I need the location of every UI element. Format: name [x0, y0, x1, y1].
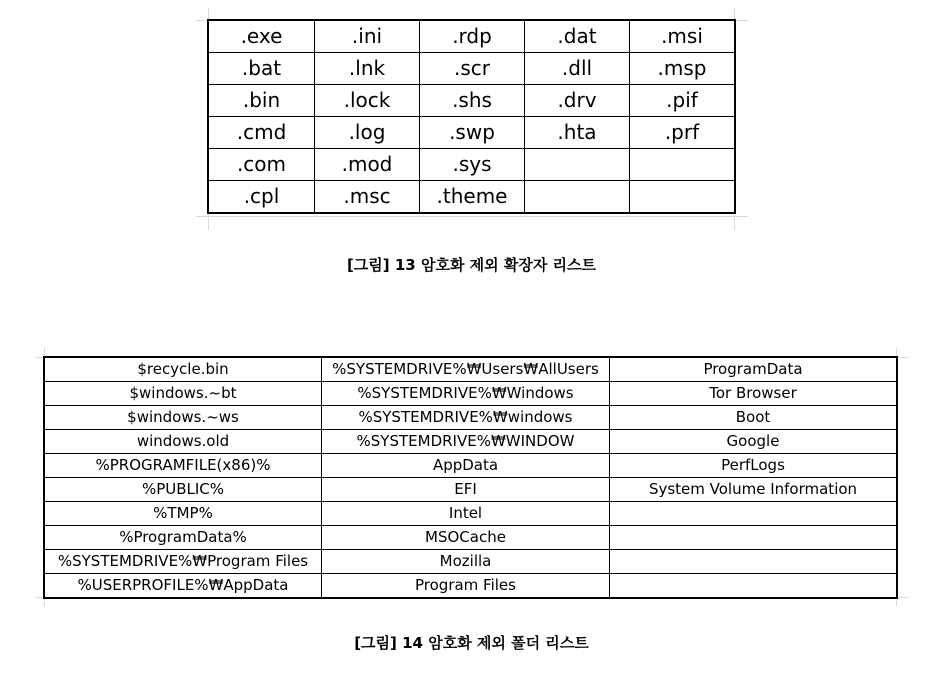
table-row	[45, 406, 897, 430]
folder-cell: Mozilla	[322, 550, 610, 574]
folder-cell: %SYSTEMDRIVE%₩Windows	[322, 382, 610, 406]
extension-cell: .msc	[315, 181, 420, 213]
folder-cell: $windows.~bt	[45, 382, 322, 406]
folder-cell: Intel	[322, 502, 610, 526]
extension-cell: .cpl	[209, 181, 315, 213]
table-row	[45, 550, 897, 574]
table-row	[209, 149, 735, 181]
extension-cell: .dat	[525, 21, 630, 53]
extension-cell	[525, 149, 630, 181]
extension-cell: .swp	[420, 117, 525, 149]
extension-cell: .lnk	[315, 53, 420, 85]
table-row	[45, 574, 897, 598]
folder-cell: %PUBLIC%	[45, 478, 322, 502]
gridline	[196, 216, 748, 217]
folder-cell: windows.old	[45, 430, 322, 454]
folder-cell: Google	[610, 430, 897, 454]
table-row	[209, 117, 735, 149]
folder-cell: Tor Browser	[610, 382, 897, 406]
extension-cell: .drv	[525, 85, 630, 117]
table-row	[209, 21, 735, 53]
table-row	[45, 358, 897, 382]
extension-cell: .scr	[420, 53, 525, 85]
folder-cell	[610, 526, 897, 550]
folder-cell: %TMP%	[45, 502, 322, 526]
extension-cell: .theme	[420, 181, 525, 213]
folder-cell: $windows.~ws	[45, 406, 322, 430]
folder-cell: Boot	[610, 406, 897, 430]
extension-cell: .bat	[209, 53, 315, 85]
table-row	[209, 53, 735, 85]
extension-cell	[525, 181, 630, 213]
folder-cell: MSOCache	[322, 526, 610, 550]
excluded-extension-table	[208, 20, 735, 213]
figure-14-caption: [그림] 14 암호화 제외 폴더 리스트	[354, 634, 589, 652]
extension-cell: .lock	[315, 85, 420, 117]
folder-cell: $recycle.bin	[45, 358, 322, 382]
folder-cell: %SYSTEMDRIVE%₩Program Files	[45, 550, 322, 574]
extension-table-area	[196, 8, 748, 230]
extension-cell: .prf	[630, 117, 735, 149]
folder-cell: System Volume Information	[610, 478, 897, 502]
folder-cell	[610, 574, 897, 598]
figure-13-caption: [그림] 13 암호화 제외 확장자 리스트	[346, 256, 597, 274]
table-row	[45, 478, 897, 502]
extension-cell: .pif	[630, 85, 735, 117]
extension-cell: .bin	[209, 85, 315, 117]
excluded-folder-table	[44, 357, 897, 598]
folder-cell: %SYSTEMDRIVE%₩WINDOW	[322, 430, 610, 454]
extension-cell: .ini	[315, 21, 420, 53]
table-row	[45, 526, 897, 550]
folder-cell: %PROGRAMFILE(x86)%	[45, 454, 322, 478]
folder-cell: %SYSTEMDRIVE%₩Users₩AllUsers	[322, 358, 610, 382]
extension-cell: .msp	[630, 53, 735, 85]
extension-cell: .msi	[630, 21, 735, 53]
extension-cell: .log	[315, 117, 420, 149]
extension-cell: .rdp	[420, 21, 525, 53]
folder-cell: PerfLogs	[610, 454, 897, 478]
extension-cell: .exe	[209, 21, 315, 53]
extension-cell: .shs	[420, 85, 525, 117]
table-row	[45, 382, 897, 406]
extension-cell: .com	[209, 149, 315, 181]
extension-cell: .dll	[525, 53, 630, 85]
folder-cell: %USERPROFILE%₩AppData	[45, 574, 322, 598]
table-row	[45, 454, 897, 478]
folder-cell	[610, 502, 897, 526]
extension-cell: .cmd	[209, 117, 315, 149]
extension-cell: .mod	[315, 149, 420, 181]
extension-cell	[630, 149, 735, 181]
table-row	[45, 502, 897, 526]
folder-cell: ProgramData	[610, 358, 897, 382]
folder-cell: Program Files	[322, 574, 610, 598]
folder-cell: EFI	[322, 478, 610, 502]
folder-cell: AppData	[322, 454, 610, 478]
extension-cell: .hta	[525, 117, 630, 149]
folder-cell	[610, 550, 897, 574]
folder-cell: %ProgramData%	[45, 526, 322, 550]
table-row	[209, 85, 735, 117]
table-row	[45, 430, 897, 454]
folder-cell: %SYSTEMDRIVE%₩windows	[322, 406, 610, 430]
extension-cell: .sys	[420, 149, 525, 181]
folder-table-area	[36, 348, 908, 606]
extension-cell	[630, 181, 735, 213]
table-row	[209, 181, 735, 213]
